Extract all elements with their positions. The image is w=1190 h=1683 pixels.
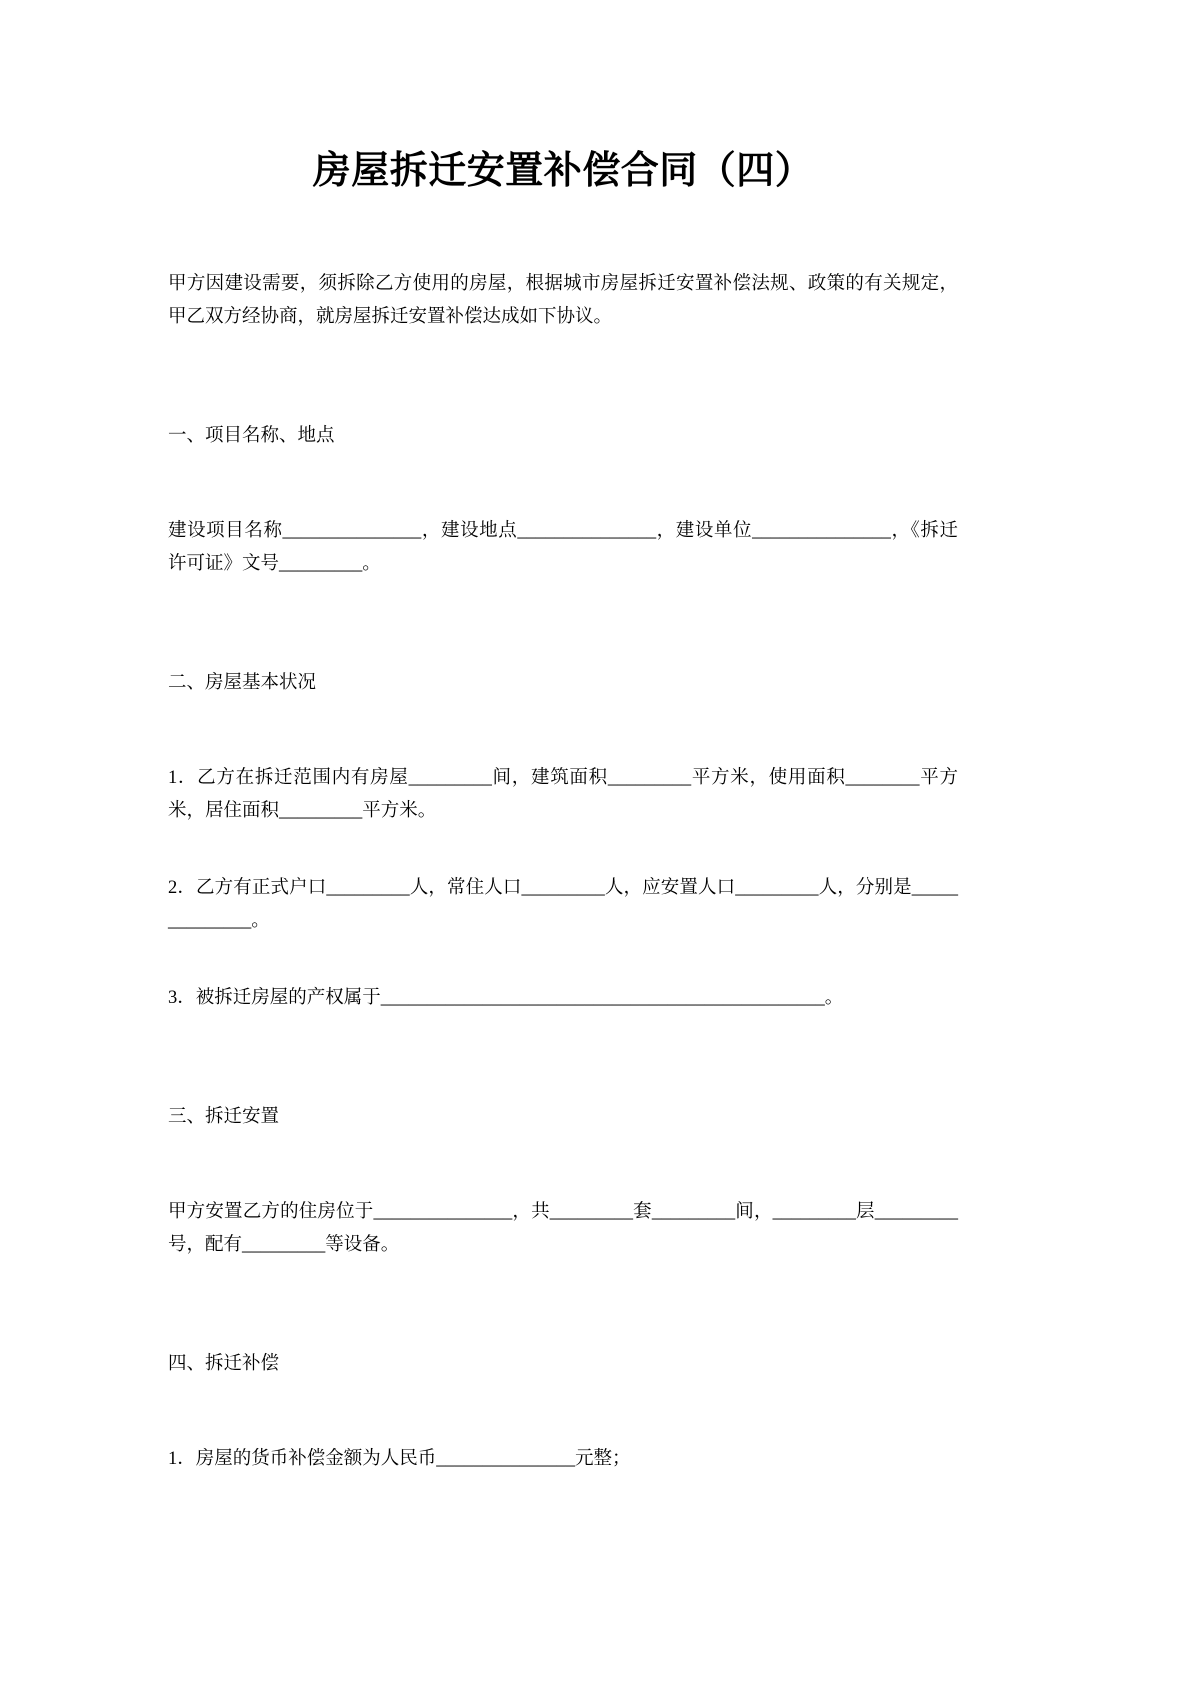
spacer xyxy=(168,334,958,420)
section-2-item-1: 1．乙方在拆迁范围内有房屋_________间，建筑面积_________平方米，使用面积________平方米，居住面积_________平方米。 xyxy=(168,767,958,821)
spacer xyxy=(168,1134,958,1196)
document-content xyxy=(168,0,958,1476)
section-3-item-1: 甲方安置乙方的住房位于_______________，共_________套_________间，_________层_________号，配有_________等设备。 xyxy=(168,1201,958,1255)
intro-paragraph: 甲方因建设需要，须拆除乙方使用的房屋，根据城市房屋拆迁安置补偿法规、政策的有关规定，甲乙双方经协商，就房屋拆迁安置补偿达成如下协议。 xyxy=(168,273,958,327)
section-heading-3: 三、拆迁安置 xyxy=(168,1106,280,1127)
section-4-item-1: 1．房屋的货币补偿金额为人民币_______________元整； xyxy=(168,1448,631,1469)
spacer xyxy=(168,453,958,515)
section-1-item-1: 建设项目名称_______________，建设地点_______________，建设单位_______________，《拆迁许可证》文号_________。 xyxy=(168,520,958,574)
section-heading-2: 二、房屋基本状况 xyxy=(168,672,317,693)
section-heading-4: 四、拆迁补偿 xyxy=(168,1353,280,1374)
section-2-item-3: 3．被拆迁房屋的产权属于________________________________________________。 xyxy=(168,987,844,1008)
spacer xyxy=(168,1381,958,1443)
spacer xyxy=(168,581,958,667)
spacer xyxy=(168,938,958,982)
spacer xyxy=(168,1015,958,1101)
spacer xyxy=(168,1262,958,1348)
page-title: 房屋拆迁安置补偿合同（四） xyxy=(312,150,814,192)
spacer xyxy=(168,700,958,762)
section-heading-1: 一、项目名称、地点 xyxy=(168,425,335,446)
spacer xyxy=(168,828,958,872)
section-2-item-2: 2．乙方有正式户口_________人，常住人口_________人，应安置人口_________人，分别是______________。 xyxy=(168,877,958,931)
